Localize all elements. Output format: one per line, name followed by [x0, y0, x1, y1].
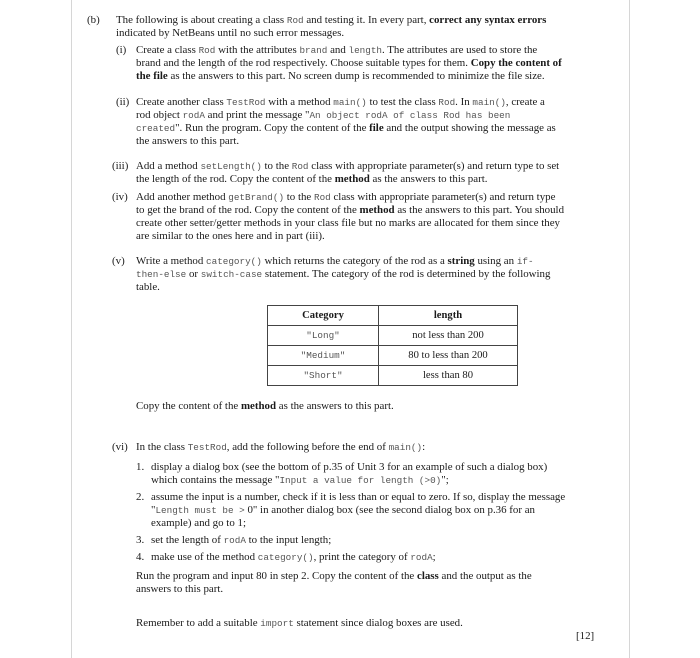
step-number: 4. [136, 551, 145, 563]
item-iv-line-4: are similar to the ones here and in part (iii). [136, 230, 325, 242]
item-i-line-3: the file as the answers to this part. No screen dump is recommended to minimize the file size. [136, 70, 545, 82]
step-3-line: set the length of rodA to the input length; [151, 534, 332, 546]
item-ii-line-4: the answers to this part. [136, 135, 240, 147]
table-row [268, 326, 518, 346]
table-cell: "Long" [268, 326, 379, 346]
item-ii-line-2: rod object rodA and print the message "An object rodA of class Rod has been [136, 109, 511, 121]
step-number: 3. [136, 534, 145, 546]
step-4-line: make use of the method category(), print the category of rodA; [151, 551, 436, 563]
item-v-line-1: Write a method category() which returns the category of the rod as a string using an if- [136, 255, 534, 267]
item-iv-line-1: Add another method getBrand() to the Rod class with appropriate parameter(s) and return type [136, 191, 556, 203]
table-header-cell: length [379, 306, 518, 326]
run-line-1: Run the program and input 80 in step 2. Copy the content of the class and the output as the [136, 570, 532, 582]
step-1-line-1: display a dialog box (see the bottom of p.35 of Unit 3 for an example of such a dialog box) [151, 461, 548, 473]
step-2-line-2: "Length must be > 0" in another dialog box (see the second dialog box on p.36 for an [151, 504, 535, 516]
table-cell: 80 to less than 200 [379, 346, 518, 366]
table-cell: less than 80 [379, 366, 518, 386]
item-iv-line-3: create other setter/getter methods in your class file but no marks are allocated for them since they [136, 217, 560, 229]
item-iv-line-2: to get the brand of the rod. Copy the content of the method as the answers to this part. You should [136, 204, 565, 216]
item-v-after: Copy the content of the method as the answers to this part. [136, 400, 394, 412]
item-label: (v) [112, 255, 125, 267]
table-cell: not less than 200 [379, 326, 518, 346]
remember-line: Remember to add a suitable import statement since dialog boxes are used. [136, 617, 463, 629]
step-number: 1. [136, 461, 145, 473]
table-header-row [268, 306, 518, 326]
item-v-line-2: then-else or switch-case statement. The category of the rod is determined by the following [136, 268, 551, 280]
item-v-line-3: table. [136, 281, 160, 293]
table-cell: "Medium" [268, 346, 379, 366]
item-ii-line-1: Create another class TestRod with a method main() to test the class Rod. In main(), create a [136, 96, 545, 108]
item-label: (ii) [116, 96, 130, 108]
step-1-line-2: which contains the message "Input a value for length (>0)"; [151, 474, 449, 486]
marks-label: [12] [576, 630, 595, 642]
table-cell: "Short" [268, 366, 379, 386]
step-2-line-1: assume the input is a number, check if it is less than or equal to zero. If so, display the message [151, 491, 566, 503]
step-number: 2. [136, 491, 145, 503]
document-page [71, 0, 630, 658]
step-2-line-3: example) and go to 1; [151, 517, 246, 529]
category-table [267, 305, 518, 386]
item-label: (vi) [112, 441, 128, 453]
run-line-2: answers to this part. [136, 583, 224, 595]
table-row [268, 346, 518, 366]
item-iii-line-2: the length of the rod. Copy the content of the method as the answers to this part. [136, 173, 488, 185]
item-iii-line-1: Add a method setLength() to the Rod class with appropriate parameter(s) and return type to set [136, 160, 560, 172]
item-label: (i) [116, 44, 127, 56]
item-ii-line-3: created". Run the program. Copy the content of the file and the output showing the message as [136, 122, 556, 134]
table-row [268, 366, 518, 386]
item-label: (iii) [112, 160, 129, 172]
table-header-cell: Category [268, 306, 379, 326]
item-i-line-2: brand and the length of the rod respectively. Choose suitable types for them. Copy the content of [136, 57, 562, 69]
item-label: (iv) [112, 191, 128, 203]
intro-line-2: indicated by NetBeans until no such error messages. [116, 27, 345, 39]
item-vi-line-1: In the class TestRod, add the following before the end of main(): [136, 441, 426, 453]
item-i-line-1: Create a class Rod with the attributes brand and length. The attributes are used to store the [136, 44, 538, 56]
part-label: (b) [87, 14, 100, 26]
intro-line-1: The following is about creating a class Rod and testing it. In every part, correct any syntax errors [116, 14, 547, 26]
